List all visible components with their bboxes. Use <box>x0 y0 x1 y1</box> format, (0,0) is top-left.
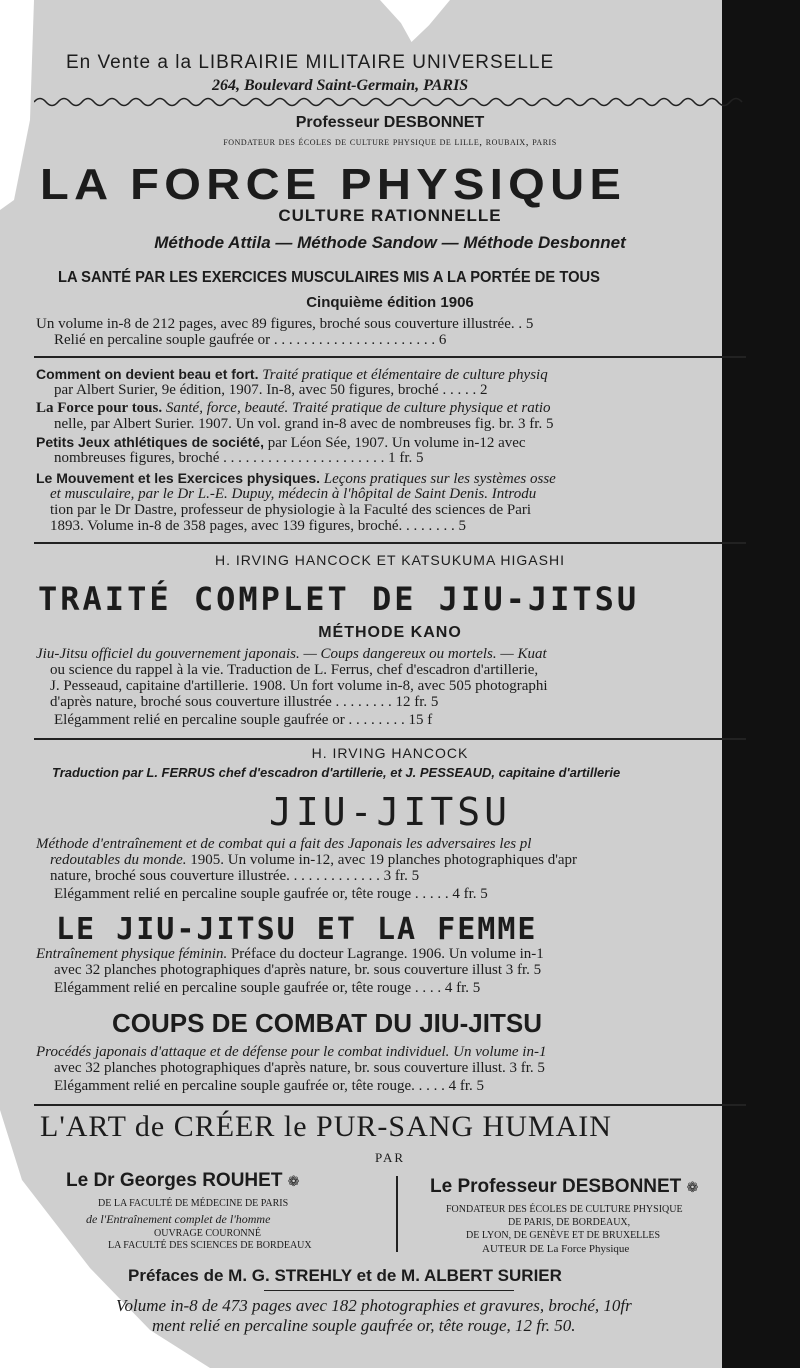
culture-rationnelle: CULTURE RATIONNELLE <box>278 206 502 225</box>
rule-2 <box>34 542 746 544</box>
prefaces-line: Préfaces de M. G. STREHLY et de M. ALBERT SURIER <box>128 1266 562 1285</box>
book-mouvement-1: Le Mouvement et les Exercices physiques. Leçons pratiques sur les systèmes osse <box>36 470 556 487</box>
traite-line-5: Elégamment relié en percaline souple gaufrée or . . . . . . . . 15 f <box>54 712 433 728</box>
jiujitsu-line-4: Elégamment relié en percaline souple gaufrée or, tête rouge . . . . . 4 fr. 5 <box>54 886 488 902</box>
methode-kano: MÉTHODE KANO <box>318 624 462 641</box>
traite-line-3: J. Pesseaud, capitaine d'artillerie. 1908. Un fort volume in-8, avec 505 photographi <box>50 678 548 694</box>
column-divider <box>396 1176 398 1252</box>
art-line-1: Volume in-8 de 473 pages avec 182 photographies et gravures, broché, 10fr <box>116 1296 632 1315</box>
book-beau-fort-1: Comment on devient beau et fort. Traité pratique et élémentaire de culture physiq <box>36 366 548 383</box>
desbonnet-r3: DE LYON, DE GENÈVE ET DE BRUXELLES <box>466 1230 661 1241</box>
book-mouvement-3: tion par le Dr Dastre, professeur de physiologie à la Faculté des sciences de Pari <box>50 502 532 518</box>
rule-5 <box>264 1290 514 1291</box>
book-mouvement-4: 1893. Volume in-8 de 358 pages, avec 139 figures, broché. . . . . . . . 5 <box>50 518 467 534</box>
femme-line-3: Elégamment relié en percaline souple gaufrée or, tête rouge . . . . 4 fr. 5 <box>54 980 481 996</box>
book-force-tous-2: nelle, par Albert Surier. 1907. Un vol. grand in-8 avec de nombreuses fig. br. 3 fr. 5 <box>54 416 554 432</box>
rouhet-l2: de l'Entraînement complet de l'homme <box>86 1212 271 1226</box>
ornament-icon: ❁ <box>287 1174 300 1190</box>
art-par: PAR <box>374 1150 406 1165</box>
desbonnet-founder: fondateur des écoles de culture physique de lille, roubaix, paris <box>223 136 557 148</box>
traite-title: TRAITÉ COMPLET DE JIU-JITSU <box>38 580 640 618</box>
desbonnet-r1: FONDATEUR DES ÉCOLES DE CULTURE PHYSIQUE <box>446 1204 683 1215</box>
art-line-2: ment relié en percaline souple gaufrée or, tête rouge, 12 fr. 50. <box>152 1316 576 1335</box>
coups-title: COUPS DE COMBAT DU JIU-JITSU <box>112 1008 542 1038</box>
traite-line-4: d'après nature, broché sous couverture illustrée . . . . . . . . 12 fr. 5 <box>50 694 439 710</box>
art-title: L'ART de CRÉER le PUR-SANG HUMAIN <box>40 1110 612 1143</box>
jiujitsu-line-2: redoutables du monde. 1905. Un volume in-12, avec 19 planches photographiques d'apr <box>50 852 578 868</box>
wavy-rule-top <box>34 95 746 109</box>
edition-line: Cinquième édition 1906 <box>306 294 474 311</box>
rouhet-author: Le Dr Georges ROUHET ❁ <box>66 1170 300 1191</box>
jiujitsu-line-1: Méthode d'entraînement et de combat qui a fait des Japonais les adversaires les pl <box>36 836 532 852</box>
force-physique-title: LA FORCE PHYSIQUE <box>40 160 627 209</box>
book-petits-jeux-2: nombreuses figures, broché . . . . . . . . . . . . . . . . . . . . . . 1 fr. 5 <box>54 450 424 466</box>
force-price-relie: Relié en percaline souple gaufrée or . . . . . . . . . . . . . . . . . . . . . . 6 <box>54 332 447 348</box>
book-mouvement-2: et musculaire, par le Dr L.-E. Dupuy, médecin à l'hôpital de Saint Denis. Introdu <box>50 486 537 502</box>
desbonnet-author: Professeur DESBONNET <box>295 114 485 131</box>
jiujitsu-translation: Traduction par L. FERRUS chef d'escadron d'artillerie, et J. PESSEAUD, capitaine d'artillerie <box>52 765 621 780</box>
desbonnet-author-2: Le Professeur DESBONNET ❁ <box>430 1176 699 1197</box>
sante-tagline: LA SANTÉ PAR LES EXERCICES MUSCULAIRES MIS A LA PORTÉE DE TOUS <box>58 269 600 286</box>
traite-line-1: Jiu-Jitsu officiel du gouvernement japonais. — Coups dangereux ou mortels. — Kuat <box>36 646 547 662</box>
rule-1 <box>34 356 746 358</box>
book-petits-jeux-1: Petits Jeux athlétiques de société, par Léon Sée, 1907. Un volume in-12 avec <box>36 434 526 451</box>
coups-line-3: Elégamment relié en percaline souple gaufrée or, tête rouge. . . . . 4 fr. 5 <box>54 1078 485 1094</box>
vente-line: En Vente a la LIBRAIRIE MILITAIRE UNIVERSELLE <box>66 52 555 73</box>
rouhet-l1: DE LA FACULTÉ DE MÉDECINE DE PARIS <box>98 1198 289 1209</box>
femme-title: LE JIU-JITSU ET LA FEMME <box>56 912 538 947</box>
rouhet-l4: LA FACULTÉ DES SCIENCES DE BORDEAUX <box>108 1240 312 1251</box>
methods-line: Méthode Attila — Méthode Sandow — Méthode Desbonnet <box>154 233 626 252</box>
jiujitsu-title: JIU-JITSU <box>269 790 511 834</box>
desbonnet-r4: AUTEUR DE La Force Physique <box>482 1243 630 1255</box>
jiujitsu-line-3: nature, broché sous couverture illustrée. . . . . . . . . . . . . 3 fr. 5 <box>50 868 420 884</box>
traite-authors: H. IRVING HANCOCK ET KATSUKUMA HIGASHI <box>215 552 565 568</box>
femme-line-1: Entraînement physique féminin. Préface du docteur Lagrange. 1906. Un volume in-1 <box>36 946 544 962</box>
desbonnet-r2: DE PARIS, DE BORDEAUX, <box>508 1217 631 1228</box>
coups-line-1: Procédés japonais d'attaque et de défense pour le combat individuel. Un volume in-1 <box>36 1044 547 1060</box>
jiujitsu-author: H. IRVING HANCOCK <box>311 745 469 761</box>
femme-line-2: avec 32 planches photographiques d'après nature, br. sous couverture illust 3 fr. 5 <box>54 962 542 978</box>
book-beau-fort-2: par Albert Surier, 9e édition, 1907. In-8, avec 50 figures, broché . . . . . 2 <box>54 382 488 398</box>
catalog-page <box>34 0 746 1368</box>
ornament-icon: ❁ <box>686 1180 699 1196</box>
coups-line-2: avec 32 planches photographiques d'après nature, br. sous couverture illust. 3 fr. 5 <box>54 1060 545 1076</box>
traite-line-2: ou science du rappel à la vie. Traduction de L. Ferrus, chef d'escadron d'artillerie, <box>50 662 539 678</box>
rule-3 <box>34 738 746 740</box>
book-force-tous-1: La Force pour tous. Santé, force, beauté. Traité pratique de culture physique et ratio <box>36 400 551 416</box>
address-line: 264, Boulevard Saint-Germain, PARIS <box>212 77 469 94</box>
rule-4 <box>34 1104 746 1106</box>
rouhet-l3: OUVRAGE COURONNÉ <box>154 1228 261 1239</box>
force-price-broche: Un volume in-8 de 212 pages, avec 89 figures, broché sous couverture illustrée. . 5 <box>36 316 534 332</box>
